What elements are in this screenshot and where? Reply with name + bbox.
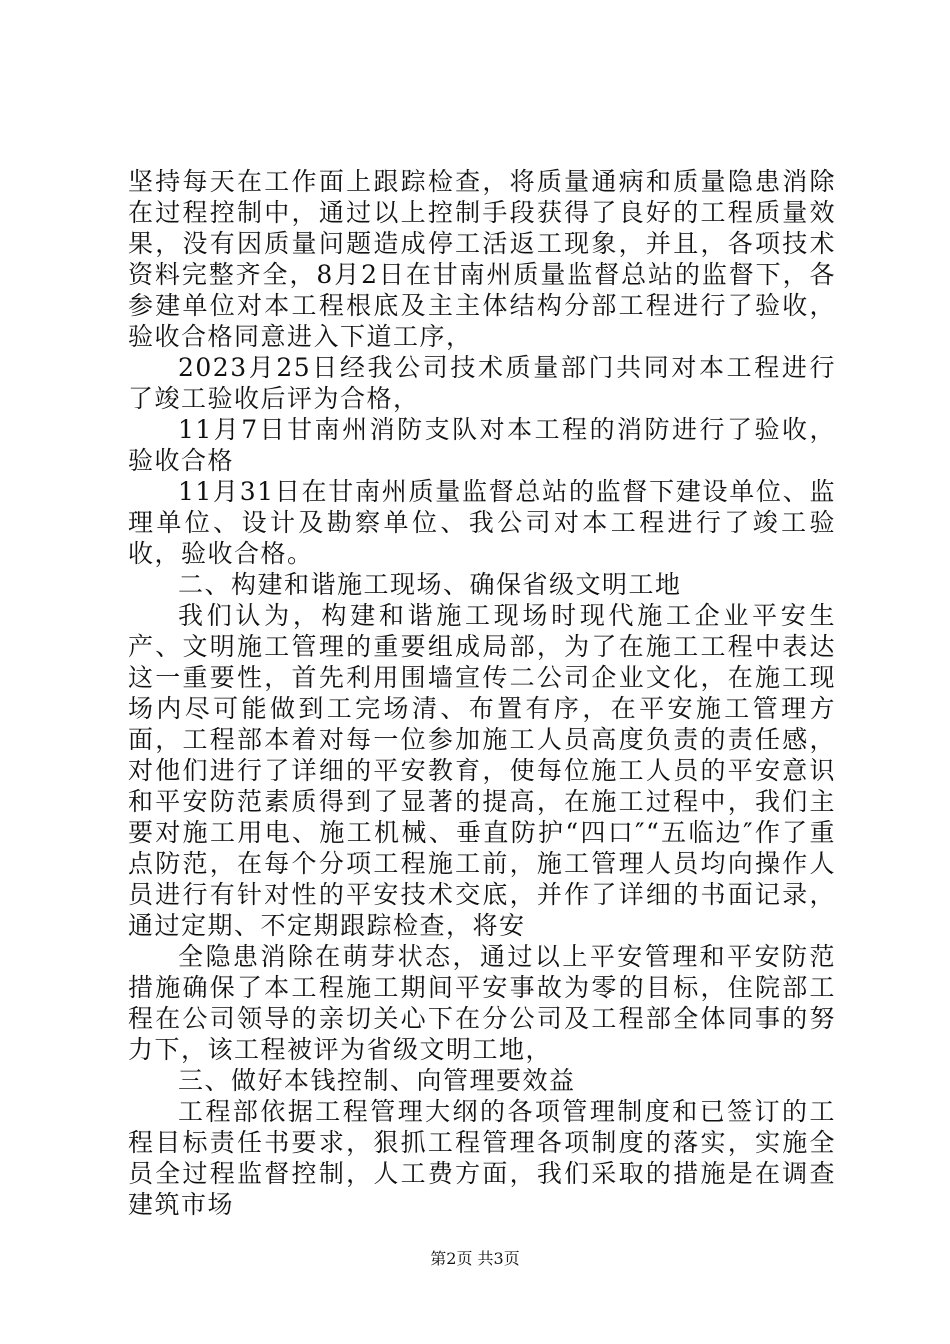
page-footer: 第2页 共3页 bbox=[430, 1249, 520, 1268]
paragraph-fire-inspection: 11月7日甘南州消防支队对本工程的消防进行了验收，验收合格 bbox=[128, 415, 836, 475]
document-body bbox=[128, 166, 836, 1220]
paragraph-quality-control: 坚持每天在工作面上跟踪检查，将质量通病和质量隐患消除在过程控制中，通过以上控制手段获得了良好的工程质量效果，没有因质量问题造成停工活返工现象，并且，各项技术资料完整齐全，8月2日在甘南州质量监督总站的监督下，各参建单位对本工程根底及主主体结构分部工程进行了验收，验收合格同意进入下道工序， bbox=[128, 167, 836, 351]
section-heading-3: 三、做好本钱控制、向管理要效益 bbox=[178, 1066, 576, 1095]
paragraph-final-acceptance: 11月31日在甘南州质量监督总站的监督下建设单位、监理单位、设计及勘察单位、我公司对本工程进行了竣工验收，验收合格。 bbox=[128, 477, 836, 568]
paragraph-safety-result: 全隐患消除在萌芽状态，通过以上平安管理和平安防范措施确保了本工程施工期间平安事故为零的目标，住院部工程在公司领导的亲切关心下在分公司及工程部全体同事的努力下，该工程被评为省级文明工地， bbox=[128, 942, 836, 1064]
paragraph-site-safety: 我们认为，构建和谐施工现场时现代施工企业平安生产、文明施工管理的重要组成局部，为了在施工工程中表达这一重要性，首先利用围墙宣传二公司企业文化，在施工现场内尽可能做到工完场清、布置有序，在平安施工管理方面，工程部本着对每一位参加施工人员高度负责的责任感，对他们进行了详细的平安教育，使每位施工人员的平安意识和平安防范素质得到了显著的提高，在施工过程中，我们主要对施工用电、施工机械、垂直防护“四口″“五临边″作了重点防范，在每个分项工程施工前，施工管理人员均向操作人员进行有针对性的平安技术交底，并作了详细的书面记录，通过定期、不定期跟踪检查，将安 bbox=[128, 601, 836, 940]
section-heading-2: 二、构建和谐施工现场、确保省级文明工地 bbox=[178, 570, 682, 599]
paragraph-completion-inspection: 2023月25日经我公司技术质量部门共同对本工程进行了竣工验收后评为合格， bbox=[128, 353, 836, 413]
paragraph-cost-control: 工程部依据工程管理大纲的各项管理制度和已签订的工程目标责任书要求，狠抓工程管理各项制度的落实，实施全员全过程监督控制，人工费方面，我们采取的措施是在调查建筑市场 bbox=[128, 1097, 836, 1219]
